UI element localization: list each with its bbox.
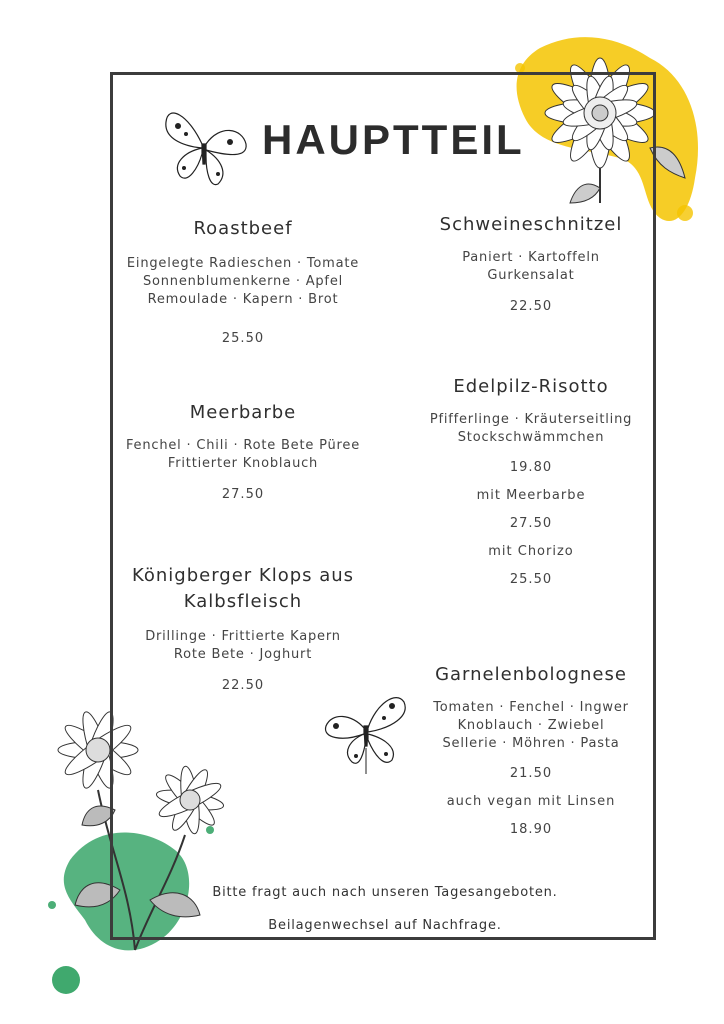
description-line: Drillinge · Frittierte Kapern bbox=[145, 629, 341, 644]
dish-price: 19.80 bbox=[509, 460, 553, 475]
description-line: Rote Bete · Joghurt bbox=[173, 647, 313, 662]
dish-name-line: Königberger Klops aus bbox=[131, 565, 355, 586]
dish-price: 22.50 bbox=[509, 299, 553, 314]
footer-note-side-dishes: Beilagenwechsel auf Nachfrage. bbox=[268, 918, 502, 933]
dish-roastbeef bbox=[118, 216, 368, 346]
dish-name bbox=[118, 563, 368, 615]
dish-schweineschnitzel bbox=[406, 212, 656, 314]
description-line: Remoulade · Kapern · Brot bbox=[147, 292, 339, 307]
dish-name: Roastbeef bbox=[193, 218, 293, 239]
dish-description bbox=[406, 249, 656, 285]
dish-name: Meerbarbe bbox=[189, 402, 297, 423]
dish-name: Schweineschnitzel bbox=[439, 214, 623, 235]
description-line: Pfifferlinge · Kräuterseitling bbox=[429, 412, 633, 427]
dish-description bbox=[406, 699, 656, 753]
dish-description bbox=[406, 411, 656, 447]
variant-label: auch vegan mit Linsen bbox=[446, 794, 616, 809]
description-line: Sonnenblumenkerne · Apfel bbox=[142, 274, 344, 289]
dish-name-line: Kalbsfleisch bbox=[183, 591, 303, 612]
dish-description bbox=[118, 437, 368, 473]
description-line: Gurkensalat bbox=[487, 268, 575, 283]
dish-name: Garnelenbolognese bbox=[435, 664, 627, 685]
butterfly-icon bbox=[158, 104, 250, 190]
page-title: HAUPTTEIL bbox=[262, 116, 525, 163]
footer-note-daily-offers: Bitte fragt auch nach unseren Tagesangeboten. bbox=[212, 885, 558, 900]
dish-koenigsberger-klops bbox=[118, 563, 368, 693]
variant-label: mit Chorizo bbox=[488, 544, 574, 559]
butterfly-icon bbox=[322, 688, 412, 774]
description-line: Tomaten · Fenchel · Ingwer bbox=[433, 700, 629, 715]
dish-garnelenbolognese bbox=[406, 662, 656, 837]
dish-edelpilz-risotto bbox=[406, 374, 656, 587]
description-line: Eingelegte Radieschen · Tomate bbox=[126, 256, 360, 271]
description-line: Stockschwämmchen bbox=[457, 430, 605, 445]
variant-label: mit Meerbarbe bbox=[476, 488, 586, 503]
dish-price: 22.50 bbox=[221, 678, 265, 693]
description-line: Knoblauch · Zwiebel bbox=[457, 718, 605, 733]
variant-price: 18.90 bbox=[509, 822, 553, 837]
description-line: Sellerie · Möhren · Pasta bbox=[442, 736, 620, 751]
dish-price: 27.50 bbox=[221, 487, 265, 502]
dish-price: 21.50 bbox=[509, 766, 553, 781]
variant-price: 25.50 bbox=[509, 572, 553, 587]
variant-price: 27.50 bbox=[509, 516, 553, 531]
dish-name: Edelpilz-Risotto bbox=[453, 376, 609, 397]
dish-price: 25.50 bbox=[221, 331, 265, 346]
dish-meerbarbe bbox=[118, 400, 368, 502]
description-line: Paniert · Kartoffeln bbox=[462, 250, 600, 265]
description-line: Frittierter Knoblauch bbox=[167, 456, 319, 471]
dish-description bbox=[118, 628, 368, 664]
description-line: Fenchel · Chili · Rote Bete Püree bbox=[125, 438, 361, 453]
dish-description bbox=[118, 255, 368, 309]
